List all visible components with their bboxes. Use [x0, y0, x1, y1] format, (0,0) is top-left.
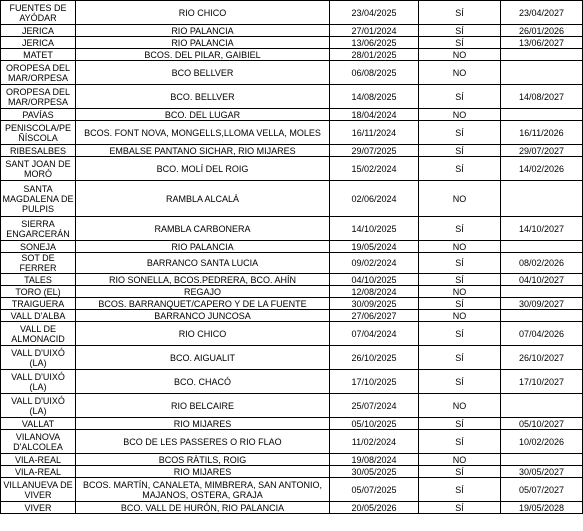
cell-municipio: TORO (EL) — [1, 286, 76, 298]
cell-municipio: VILANOVA D'ALCOLEA — [1, 430, 76, 454]
cell-municipio: OROPESA DEL MAR/ORPESA — [1, 85, 76, 109]
cell-cauce: BCO. AIGUALIT — [76, 346, 330, 370]
cell-municipio: TALES — [1, 274, 76, 286]
cell-municipio: MATET — [1, 49, 76, 61]
cell-vigencia: 04/10/2027 — [501, 274, 583, 286]
cell-fecha: 26/10/2025 — [330, 346, 419, 370]
cell-cauce: BARRANCO JUNCOSA — [76, 310, 330, 322]
cell-vigencia: 26/01/2026 — [501, 25, 583, 37]
cell-cauce: BCOS RÀTILS, ROIG — [76, 454, 330, 466]
cell-vigencia: 05/10/2027 — [501, 418, 583, 430]
cell-municipio: OROPESA DEL MAR/ORPESA — [1, 61, 76, 85]
cell-municipio: VALL DE ALMONACID — [1, 322, 76, 346]
cell-cauce: RAMBLA ALCALÁ — [76, 181, 330, 217]
cell-municipio: SIERRA ENGARCERÁN — [1, 217, 76, 241]
cell-fecha: 19/05/2024 — [330, 241, 419, 253]
cell-fecha: 13/06/2025 — [330, 37, 419, 49]
cell-autorizado: NO — [419, 310, 501, 322]
cell-fecha: 28/01/2025 — [330, 49, 419, 61]
cell-fecha: 12/08/2024 — [330, 286, 419, 298]
cell-autorizado: SÍ — [419, 25, 501, 37]
table-row — [1, 430, 583, 454]
cell-autorizado: SÍ — [419, 37, 501, 49]
table-row — [1, 145, 583, 157]
cell-autorizado: NO — [419, 241, 501, 253]
cell-fecha: 17/10/2025 — [330, 370, 419, 394]
cell-municipio: JERICA — [1, 25, 76, 37]
cell-fecha: 14/08/2025 — [330, 85, 419, 109]
cell-municipio: JERICA — [1, 37, 76, 49]
table-row — [1, 85, 583, 109]
table-row — [1, 181, 583, 217]
cell-cauce: BCOS. DEL PILAR, GAIBIEL — [76, 49, 330, 61]
cell-autorizado: NO — [419, 109, 501, 121]
cell-cauce: RIO PALANCIA — [76, 37, 330, 49]
table-row — [1, 454, 583, 466]
cell-vigencia — [501, 241, 583, 253]
cell-vigencia: 19/05/2028 — [501, 502, 583, 514]
cell-municipio: VALL D'UIXÓ (LA) — [1, 346, 76, 370]
cell-vigencia: 13/06/2027 — [501, 37, 583, 49]
cell-autorizado: NO — [419, 61, 501, 85]
table-row — [1, 346, 583, 370]
cell-vigencia: 30/09/2027 — [501, 298, 583, 310]
cell-vigencia — [501, 310, 583, 322]
cell-fecha: 29/07/2025 — [330, 145, 419, 157]
cell-cauce: BCO. VALL DE HURÓN, RIO PALANCIA — [76, 502, 330, 514]
table-row — [1, 1, 583, 25]
cell-fecha: 07/04/2024 — [330, 322, 419, 346]
cell-municipio: VALLAT — [1, 418, 76, 430]
cell-fecha: 27/06/2027 — [330, 310, 419, 322]
cell-municipio: VALL D'UIXÓ (LA) — [1, 394, 76, 418]
cell-autorizado: SÍ — [419, 1, 501, 25]
table-row — [1, 37, 583, 49]
cell-cauce: BCO. MOLÍ DEL ROIG — [76, 157, 330, 181]
cell-cauce: RIO PALANCIA — [76, 241, 330, 253]
cell-cauce: EMBALSE PANTANO SICHAR, RIO MIJARES — [76, 145, 330, 157]
cell-autorizado: SÍ — [419, 346, 501, 370]
cell-cauce: BCO DE LES PASSERES O RIO FLAO — [76, 430, 330, 454]
table-row — [1, 394, 583, 418]
cell-vigencia — [501, 49, 583, 61]
table-row — [1, 49, 583, 61]
cell-cauce: RIO CHICO — [76, 1, 330, 25]
cell-fecha: 15/02/2024 — [330, 157, 419, 181]
cell-autorizado: SÍ — [419, 430, 501, 454]
cell-autorizado: SÍ — [419, 145, 501, 157]
cell-municipio: VALL D'ALBA — [1, 310, 76, 322]
cell-autorizado: SÍ — [419, 121, 501, 145]
table-row — [1, 418, 583, 430]
cell-cauce: BCOS. FONT NOVA, MONGELLS,LLOMA VELLA, MOLES — [76, 121, 330, 145]
cell-autorizado: NO — [419, 454, 501, 466]
cell-municipio: VILLANUEVA DE VIVER — [1, 478, 76, 502]
cell-municipio: TRAIGUERA — [1, 298, 76, 310]
table-row — [1, 25, 583, 37]
cell-autorizado: SÍ — [419, 478, 501, 502]
cell-autorizado: NO — [419, 286, 501, 298]
table-row — [1, 274, 583, 286]
cell-vigencia: 10/02/2026 — [501, 430, 583, 454]
cell-cauce: BCO BELLVER — [76, 61, 330, 85]
cell-autorizado: SÍ — [419, 217, 501, 241]
cell-fecha: 09/02/2024 — [330, 253, 419, 274]
cell-autorizado: SÍ — [419, 370, 501, 394]
cell-vigencia: 14/10/2027 — [501, 217, 583, 241]
cell-vigencia: 07/04/2026 — [501, 322, 583, 346]
cell-vigencia: 26/10/2027 — [501, 346, 583, 370]
cell-fecha: 05/10/2025 — [330, 418, 419, 430]
cell-fecha: 04/10/2025 — [330, 274, 419, 286]
table-row — [1, 217, 583, 241]
cell-municipio: SONEJA — [1, 241, 76, 253]
cell-cauce: RIO MIJARES — [76, 466, 330, 478]
table-body — [1, 1, 583, 514]
cell-fecha: 06/08/2025 — [330, 61, 419, 85]
cell-vigencia — [501, 61, 583, 85]
cell-cauce: BCOS. BARRANQUET/CAPERO Y DE LA FUENTE — [76, 298, 330, 310]
cell-cauce: RIO BELCAIRE — [76, 394, 330, 418]
cell-cauce: BCO. DEL LUGAR — [76, 109, 330, 121]
cell-cauce: REGAJO — [76, 286, 330, 298]
cell-fecha: 18/04/2024 — [330, 109, 419, 121]
cell-municipio: SOT DE FERRER — [1, 253, 76, 274]
cell-vigencia: 23/04/2027 — [501, 1, 583, 25]
cell-vigencia: 17/10/2027 — [501, 370, 583, 394]
cell-vigencia — [501, 454, 583, 466]
cell-vigencia: 14/08/2027 — [501, 85, 583, 109]
cell-vigencia — [501, 394, 583, 418]
cell-autorizado: SÍ — [419, 274, 501, 286]
cell-fecha: 30/05/2025 — [330, 466, 419, 478]
table-row — [1, 109, 583, 121]
cell-fecha: 19/08/2024 — [330, 454, 419, 466]
cell-vigencia: 08/02/2026 — [501, 253, 583, 274]
cell-cauce: RIO CHICO — [76, 322, 330, 346]
table-row — [1, 61, 583, 85]
cell-autorizado: NO — [419, 181, 501, 217]
cell-autorizado: SÍ — [419, 253, 501, 274]
cell-cauce: RIO SONELLA, BCOS.PEDRERA, BCO. AHÍN — [76, 274, 330, 286]
cell-municipio: PAVÍAS — [1, 109, 76, 121]
cell-vigencia — [501, 109, 583, 121]
cell-vigencia — [501, 286, 583, 298]
table-row — [1, 478, 583, 502]
table-row — [1, 121, 583, 145]
cell-vigencia — [501, 181, 583, 217]
table-row — [1, 502, 583, 514]
cell-municipio: PENISCOLA/PEÑÍSCOLA — [1, 121, 76, 145]
table-row — [1, 253, 583, 274]
cell-municipio: RIBESALBES — [1, 145, 76, 157]
cell-autorizado: SÍ — [419, 157, 501, 181]
cell-cauce: RIO MIJARES — [76, 418, 330, 430]
cell-autorizado: NO — [419, 49, 501, 61]
cell-vigencia: 29/07/2027 — [501, 145, 583, 157]
cell-municipio: VIVER — [1, 502, 76, 514]
cell-autorizado: NO — [419, 394, 501, 418]
cell-fecha: 05/07/2025 — [330, 478, 419, 502]
cell-fecha: 02/06/2024 — [330, 181, 419, 217]
table-row — [1, 466, 583, 478]
cell-cauce: BCOS. MARTÍN, CANALETA, MIMBRERA, SAN ANTONIO, MAJANOS, OSTERA, GRAJA — [76, 478, 330, 502]
cell-fecha: 16/11/2024 — [330, 121, 419, 145]
cell-vigencia: 16/11/2026 — [501, 121, 583, 145]
table-row — [1, 370, 583, 394]
cell-fecha: 25/07/2024 — [330, 394, 419, 418]
cell-cauce: RAMBLA CARBONERA — [76, 217, 330, 241]
table-row — [1, 322, 583, 346]
cell-fecha: 20/05/2026 — [330, 502, 419, 514]
cell-autorizado: SÍ — [419, 418, 501, 430]
table-row — [1, 286, 583, 298]
table-row — [1, 157, 583, 181]
cell-autorizado: SÍ — [419, 502, 501, 514]
cell-cauce: BCO. CHACÓ — [76, 370, 330, 394]
cell-autorizado: SÍ — [419, 85, 501, 109]
cell-autorizado: SÍ — [419, 298, 501, 310]
cell-cauce: BCO. BELLVER — [76, 85, 330, 109]
cell-municipio: SANT JOAN DE MORÓ — [1, 157, 76, 181]
cell-municipio: VILA-REAL — [1, 466, 76, 478]
cell-cauce: BARRANCO SANTA LUCIA — [76, 253, 330, 274]
table-row — [1, 241, 583, 253]
cell-vigencia: 30/05/2027 — [501, 466, 583, 478]
table-row — [1, 298, 583, 310]
cell-municipio: FUENTES DE AYÓDAR — [1, 1, 76, 25]
cell-vigencia: 14/02/2026 — [501, 157, 583, 181]
cell-municipio: VILA-REAL — [1, 454, 76, 466]
cell-fecha: 11/02/2024 — [330, 430, 419, 454]
cell-fecha: 14/10/2025 — [330, 217, 419, 241]
cell-cauce: RIO PALANCIA — [76, 25, 330, 37]
cell-municipio: SANTA MAGDALENA DE PULPIS — [1, 181, 76, 217]
table-row — [1, 310, 583, 322]
cell-fecha: 27/01/2024 — [330, 25, 419, 37]
cell-municipio: VALL D'UIXÓ (LA) — [1, 370, 76, 394]
cell-fecha: 30/09/2025 — [330, 298, 419, 310]
cell-autorizado: SÍ — [419, 322, 501, 346]
cell-autorizado: SÍ — [419, 466, 501, 478]
cell-vigencia: 05/07/2027 — [501, 478, 583, 502]
cell-fecha: 23/04/2025 — [330, 1, 419, 25]
